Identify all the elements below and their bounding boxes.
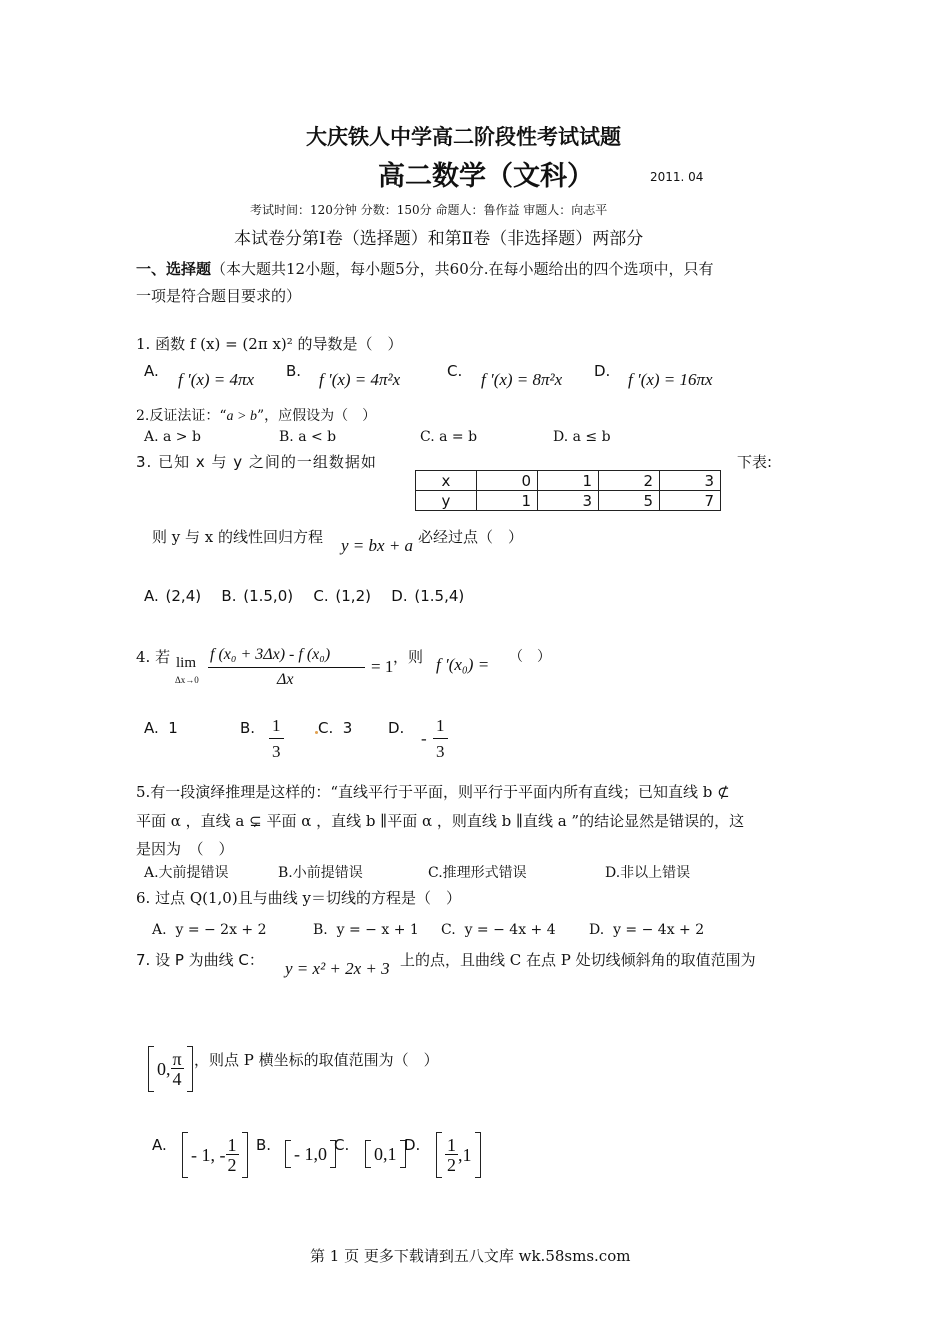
q4-option-a: A. 1 <box>144 719 178 737</box>
q5-line2: 平面 α ，直线 a ⊊ 平面 α ，直线 b ∥平面 α ，则直线 b ∥直线 a ”的结论显然是错误的，这 <box>136 812 745 830</box>
q1-stem: 1. 函数 f (x) = (2π x)² 的导数是（ ） <box>136 335 403 353</box>
table-cell: 5 <box>599 491 660 511</box>
q7-label-c: C. <box>334 1136 350 1154</box>
q2-stem-math: a > b <box>226 409 257 424</box>
q7-opt-d-right: ,1 <box>458 1144 472 1165</box>
q7-opt-b: - 1,0 <box>294 1143 327 1164</box>
q3-options: A. (2,4) B. (1.5,0) C. (1,2) D. (1.5,4) <box>144 587 465 605</box>
q7-range-num: π <box>172 1048 182 1069</box>
section-title: 一、选择题 <box>136 260 212 278</box>
q4-target: f ′(x₀) = <box>436 655 490 674</box>
page-footer: 第 1 页 更多下载请到五八文库 wk.58sms.com <box>310 1247 631 1265</box>
q7-label-a: A. <box>152 1136 167 1154</box>
q7-range-den: 4 <box>172 1068 182 1089</box>
q4-fraction-bar <box>208 667 365 668</box>
section-desc-1: （本大题共12小题，每小题5分，共60分.在每小题给出的四个选项中，只有 <box>211 260 714 278</box>
q2-option-a: A. a > b <box>144 429 201 445</box>
q5-line1: 5.有一段演绎推理是这样的：“直线平行于平面，则平行于平面内所有直线；已知直线 b ⊄ <box>136 783 730 801</box>
table-row <box>416 471 721 491</box>
q4-option-d-neg: - <box>421 729 427 748</box>
table-cell: 3 <box>660 471 721 491</box>
q4-option-c: C. 3 <box>318 719 353 737</box>
q4-lim-sub: Δx→0 <box>175 675 199 685</box>
q6-option-c: C. y = − 4x + 4 <box>441 922 556 938</box>
q3-data-table <box>415 470 721 511</box>
q2-option-c: C. a = b <box>420 429 478 445</box>
bracket-left <box>182 1132 188 1178</box>
q4-numerator: f (x₀ + 3Δx) - f (x₀) <box>210 646 331 663</box>
q6-option-b: B. y = − x + 1 <box>313 922 419 938</box>
bracket-left <box>285 1140 291 1168</box>
q5-line3: 是因为 （ ） <box>136 840 234 858</box>
q7-opt-a-den: 2 <box>227 1154 237 1175</box>
q6-option-d: D. y = − 4x + 2 <box>589 922 705 938</box>
q1-label-b: B. <box>286 362 302 380</box>
q7-stem-a: 7. 设 P 为曲线 C： <box>136 951 264 969</box>
q7-opt-d-den: 2 <box>447 1154 456 1175</box>
q3-line2 <box>152 526 323 547</box>
table-cell: 3 <box>538 491 599 511</box>
paper-note: 本试卷分第Ⅰ卷（选择题）和第Ⅱ卷（非选择题）两部分 <box>234 229 644 249</box>
table-cell: 7 <box>660 491 721 511</box>
q7-stem-b: 上的点，且曲线 C 在点 P 处切线倾斜角的取值范围为 <box>400 951 756 969</box>
q5-option-d: D.非以上错误 <box>605 865 691 881</box>
school-title: 大庆铁人中学高二阶段性考试试题 <box>306 124 621 149</box>
table-cell: y <box>416 491 477 511</box>
q4-option-b-label: B. <box>240 719 256 737</box>
q7-opt-c: 0,1 <box>374 1143 397 1164</box>
q1-label-a: A. <box>144 362 159 380</box>
q7-option-a <box>182 1132 248 1178</box>
table-cell: 1 <box>538 471 599 491</box>
bracket-right <box>475 1132 481 1178</box>
q4-then: ，则 <box>393 648 424 666</box>
q7-range-frac <box>171 1050 184 1089</box>
bracket-left <box>436 1132 442 1178</box>
section-desc-2: 一项是符合题目要求的） <box>136 287 302 305</box>
q1-label-d: D. <box>594 362 611 380</box>
q1-label-c: C. <box>447 362 463 380</box>
q7-option-b <box>285 1140 336 1168</box>
q7-label-b: B. <box>256 1136 272 1154</box>
table-cell: x <box>416 471 477 491</box>
q3-line2-a: 则 y 与 x 的线性回归方程 <box>152 528 324 546</box>
table-cell: 2 <box>599 471 660 491</box>
exam-info: 考试时间：120分钟 分数：150分 命题人：鲁作益 审题人：向志平 <box>250 203 608 217</box>
q4-eq-one: = 1 <box>371 657 394 676</box>
q5-option-a: A.大前提错误 <box>144 865 229 881</box>
q3-regression-eq: y = bx + a <box>341 536 414 555</box>
q4-option-d-bar <box>433 738 448 739</box>
q3-stem: 3. 已知 x 与 y 之间的一组数据如 <box>136 453 377 471</box>
q7-label-d: D. <box>404 1136 421 1154</box>
q6-stem: 6. 过点 Q(1,0)且与曲线 y＝切线的方程是（ ） <box>136 889 461 907</box>
table-cell: 0 <box>477 471 538 491</box>
q7-range-a: 0, <box>157 1058 171 1079</box>
table-row <box>416 491 721 511</box>
q7-opt-a-num: 1 <box>227 1134 237 1155</box>
q2-stem-b: ”，应假设为（ ） <box>256 408 377 424</box>
q6-option-a: A. y = − 2x + 2 <box>152 922 267 938</box>
subject-title: 高二数学（文科） <box>378 161 594 192</box>
q7-curve: y = x² + 2x + 3 <box>285 959 390 978</box>
q4-denominator: Δx <box>277 671 294 688</box>
q4-lim: lim <box>176 655 197 671</box>
q7-option-c <box>365 1140 406 1168</box>
q4-paren: （ ） <box>509 649 551 665</box>
table-cell: 1 <box>477 491 538 511</box>
q3-stem-tail: 下表: <box>737 453 773 471</box>
q2-option-d: D. a ≤ b <box>553 429 611 445</box>
q7-stem-c: ，则点 P 横坐标的取值范围为（ ） <box>194 1051 439 1069</box>
bracket-right <box>187 1046 193 1092</box>
bracket-left <box>365 1140 371 1168</box>
bracket-left <box>148 1046 154 1092</box>
q2-stem <box>136 405 376 425</box>
q3-line2-b: 必经过点（ ） <box>418 528 524 546</box>
q2-option-b: B. a < b <box>279 429 337 445</box>
exam-date: 2011. 04 <box>650 170 704 184</box>
q7-angle-range <box>148 1046 193 1092</box>
q4-option-d-den: 3 <box>436 742 445 761</box>
q4-option-d-label: D. <box>388 719 405 737</box>
q1-option-a: f ′(x) = 4πx <box>178 370 255 389</box>
q5-option-b: B.小前提错误 <box>278 865 363 881</box>
q4-prefix: 4. 若 <box>136 648 171 666</box>
bracket-right <box>242 1132 248 1178</box>
q4-option-b-num: 1 <box>272 716 281 735</box>
q7-opt-d-num: 1 <box>447 1134 456 1155</box>
q1-option-c: f ′(x) = 8π²x <box>481 370 563 389</box>
q2-stem-a: 2.反证法证：“ <box>136 408 227 424</box>
q4-option-b-bar <box>269 738 284 739</box>
q7-option-d <box>436 1132 481 1178</box>
q4-option-b-den: 3 <box>272 742 281 761</box>
q1-option-d: f ′(x) = 16πx <box>628 370 713 389</box>
q1-option-b: f ′(x) = 4π²x <box>319 370 401 389</box>
q7-opt-d-frac <box>445 1136 458 1175</box>
q7-opt-a-frac <box>226 1136 239 1175</box>
q4-option-d-num: 1 <box>436 716 445 735</box>
q5-option-c: C.推理形式错误 <box>428 865 527 881</box>
q7-opt-a-left: - 1, - <box>191 1144 226 1165</box>
section-heading <box>136 258 714 279</box>
